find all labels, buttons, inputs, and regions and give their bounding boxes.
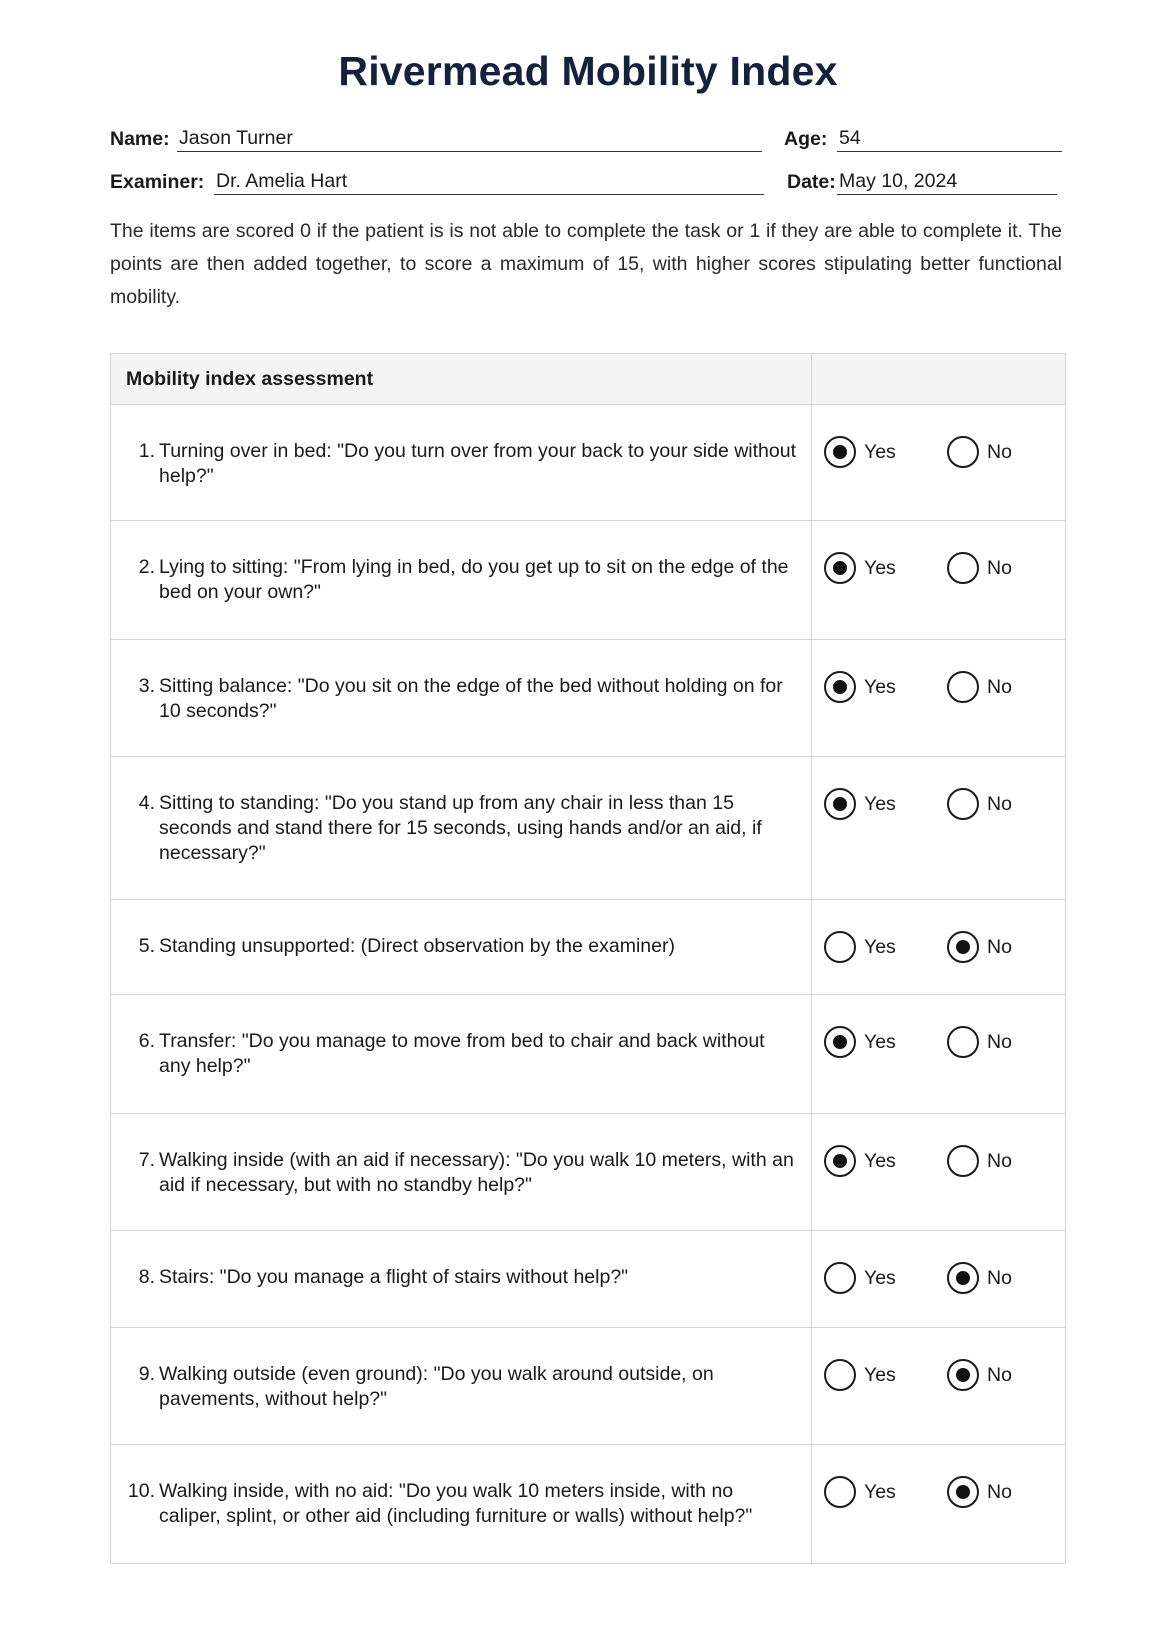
question-number: 7. — [138, 1149, 155, 1171]
question-text: Walking outside (even ground): "Do you walk around outside, on pavements, without help?" — [159, 1363, 714, 1410]
examiner-label: Examiner: — [110, 171, 205, 193]
radio-dot-icon — [956, 1271, 970, 1285]
question-cell — [111, 900, 812, 994]
table-header-empty — [812, 354, 1065, 404]
yes-radio[interactable] — [824, 931, 856, 963]
yes-radio[interactable] — [824, 788, 856, 820]
no-label: No — [987, 440, 1012, 463]
radio-dot-icon — [956, 1368, 970, 1382]
no-label: No — [987, 556, 1012, 579]
question-cell — [111, 757, 812, 899]
question-text: Standing unsupported: (Direct observation by the examiner) — [159, 935, 675, 957]
yes-radio[interactable] — [824, 1026, 856, 1058]
question-number: 4. — [138, 792, 155, 814]
table-row — [111, 640, 1065, 757]
no-radio[interactable] — [947, 931, 979, 963]
yes-option[interactable] — [824, 931, 896, 963]
no-option[interactable] — [947, 552, 1012, 584]
answer-cell — [812, 1328, 1065, 1444]
radio-dot-icon — [833, 680, 847, 694]
question-number: 8. — [138, 1266, 155, 1288]
question-number: 1. — [138, 440, 155, 462]
no-label: No — [987, 1149, 1012, 1172]
yes-radio[interactable] — [824, 671, 856, 703]
table-row — [111, 1231, 1065, 1328]
no-option[interactable] — [947, 436, 1012, 468]
name-field[interactable]: Jason Turner — [177, 126, 762, 152]
question-cell — [111, 405, 812, 520]
name-label: Name: — [110, 128, 170, 150]
instructions-text: The items are scored 0 if the patient is is not able to complete the task or 1 if they are able to complete it. The points are then added together, to score a maximum of 15, with higher scores stipulating better functional mobility. — [110, 220, 1062, 308]
radio-dot-icon — [956, 940, 970, 954]
no-option[interactable] — [947, 1145, 1012, 1177]
table-body — [111, 405, 1065, 1563]
yes-label: Yes — [864, 1363, 896, 1386]
question-cell — [111, 1328, 812, 1444]
date-label: Date: — [787, 171, 836, 193]
mobility-table — [110, 353, 1066, 1564]
yes-option[interactable] — [824, 1359, 896, 1391]
table-header — [111, 354, 1065, 405]
yes-label: Yes — [864, 556, 896, 579]
radio-dot-icon — [833, 797, 847, 811]
question-text: Lying to sitting: "From lying in bed, do you get up to sit on the edge of the bed on your own?" — [159, 556, 789, 603]
answer-cell — [812, 1231, 1065, 1327]
question-text: Turning over in bed: "Do you turn over from your back to your side without help?" — [159, 440, 797, 487]
no-radio[interactable] — [947, 788, 979, 820]
no-radio[interactable] — [947, 1026, 979, 1058]
no-option[interactable] — [947, 931, 1012, 963]
yes-radio[interactable] — [824, 1476, 856, 1508]
table-row — [111, 521, 1065, 640]
table-row — [111, 900, 1065, 995]
question-cell — [111, 1445, 812, 1563]
yes-option[interactable] — [824, 671, 896, 703]
table-row — [111, 405, 1065, 521]
no-radio[interactable] — [947, 671, 979, 703]
radio-dot-icon — [833, 561, 847, 575]
yes-option[interactable] — [824, 1476, 896, 1508]
answer-cell — [812, 405, 1065, 520]
no-label: No — [987, 935, 1012, 958]
yes-radio[interactable] — [824, 552, 856, 584]
table-header-label: Mobility index assessment — [111, 354, 812, 404]
yes-option[interactable] — [824, 1026, 896, 1058]
yes-radio[interactable] — [824, 1359, 856, 1391]
no-option[interactable] — [947, 1476, 1012, 1508]
no-label: No — [987, 1480, 1012, 1503]
yes-label: Yes — [864, 1149, 896, 1172]
radio-dot-icon — [833, 445, 847, 459]
answer-cell — [812, 757, 1065, 899]
no-label: No — [987, 1363, 1012, 1386]
question-cell — [111, 640, 812, 756]
question-number: 6. — [138, 1030, 155, 1052]
no-label: No — [987, 1030, 1012, 1053]
yes-label: Yes — [864, 1030, 896, 1053]
examiner-date-row — [110, 165, 1060, 195]
question-text: Walking inside, with no aid: "Do you walk 10 meters inside, with no caliper, splint, or other aid (including furniture or walls) without help?" — [159, 1480, 753, 1527]
question-text: Stairs: "Do you manage a flight of stairs without help?" — [159, 1266, 629, 1288]
answer-cell — [812, 1445, 1065, 1563]
answer-cell — [812, 640, 1065, 756]
no-option[interactable] — [947, 788, 1012, 820]
yes-label: Yes — [864, 792, 896, 815]
radio-dot-icon — [956, 1485, 970, 1499]
page-title: Rivermead Mobility Index — [338, 48, 838, 94]
no-radio[interactable] — [947, 552, 979, 584]
table-row — [111, 1445, 1065, 1563]
yes-option[interactable] — [824, 1145, 896, 1177]
question-number: 2. — [138, 556, 155, 578]
answer-cell — [812, 900, 1065, 994]
question-number: 3. — [138, 675, 155, 697]
table-row — [111, 1328, 1065, 1445]
question-number: 9. — [138, 1363, 155, 1385]
question-text: Sitting to standing: "Do you stand up from any chair in less than 15 seconds and stand there for 15 seconds, using hands and/or an aid, if necessary?" — [159, 792, 762, 864]
no-label: No — [987, 792, 1012, 815]
question-cell — [111, 1231, 812, 1327]
question-text: Transfer: "Do you manage to move from bed to chair and back without any help?" — [159, 1030, 765, 1077]
answer-cell — [812, 995, 1065, 1113]
yes-option[interactable] — [824, 788, 896, 820]
yes-label: Yes — [864, 1480, 896, 1503]
question-cell — [111, 1114, 812, 1230]
no-radio[interactable] — [947, 1262, 979, 1294]
table-row — [111, 757, 1065, 900]
question-number: 10. — [127, 1480, 155, 1502]
no-radio[interactable] — [947, 436, 979, 468]
table-row — [111, 1114, 1065, 1231]
yes-label: Yes — [864, 440, 896, 463]
yes-label: Yes — [864, 935, 896, 958]
no-radio[interactable] — [947, 1145, 979, 1177]
date-field[interactable]: May 10, 2024 — [837, 169, 1057, 195]
yes-radio[interactable] — [824, 1145, 856, 1177]
no-radio[interactable] — [947, 1476, 979, 1508]
yes-option[interactable] — [824, 1262, 896, 1294]
examiner-field[interactable]: Dr. Amelia Hart — [214, 169, 764, 195]
answer-cell — [812, 1114, 1065, 1230]
yes-label: Yes — [864, 1266, 896, 1289]
no-option[interactable] — [947, 1359, 1012, 1391]
age-label: Age: — [784, 128, 828, 150]
yes-option[interactable] — [824, 552, 896, 584]
answer-cell — [812, 521, 1065, 639]
yes-option[interactable] — [824, 436, 896, 468]
question-text: Walking inside (with an aid if necessary): "Do you walk 10 meters, with an aid if necessary, but with no standby help?" — [159, 1149, 794, 1196]
age-field[interactable]: 54 — [837, 126, 1062, 152]
yes-radio[interactable] — [824, 1262, 856, 1294]
question-cell — [111, 521, 812, 639]
no-option[interactable] — [947, 671, 1012, 703]
question-cell — [111, 995, 812, 1113]
radio-dot-icon — [833, 1035, 847, 1049]
no-label: No — [987, 675, 1012, 698]
question-number: 5. — [138, 935, 155, 957]
no-radio[interactable] — [947, 1359, 979, 1391]
yes-radio[interactable] — [824, 436, 856, 468]
name-age-row — [110, 122, 1060, 152]
question-text: Sitting balance: "Do you sit on the edge of the bed without holding on for 10 seconds?" — [159, 675, 783, 722]
yes-label: Yes — [864, 675, 896, 698]
table-row — [111, 995, 1065, 1114]
no-label: No — [987, 1266, 1012, 1289]
no-option[interactable] — [947, 1262, 1012, 1294]
no-option[interactable] — [947, 1026, 1012, 1058]
radio-dot-icon — [833, 1154, 847, 1168]
